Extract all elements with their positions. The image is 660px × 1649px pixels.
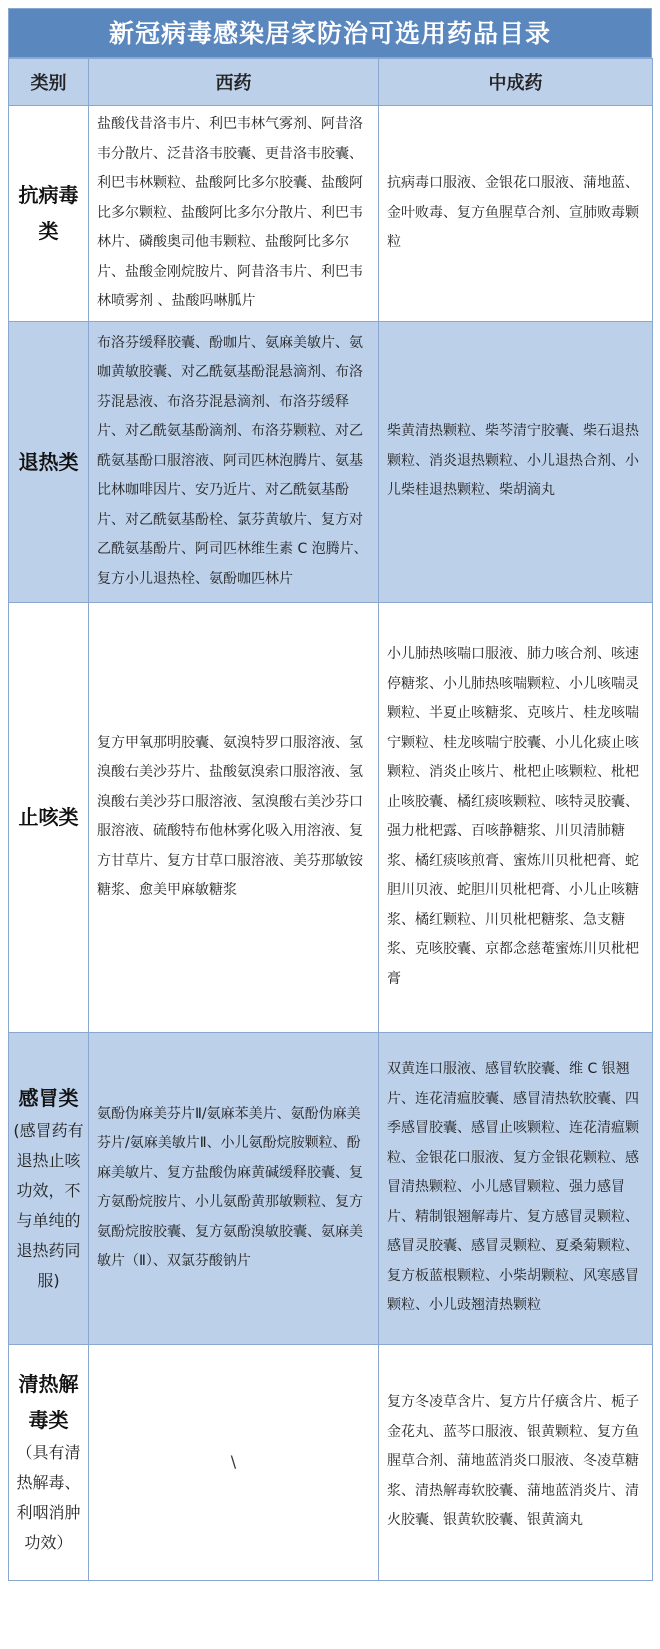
western-drugs-cell: \ <box>89 1344 379 1580</box>
table-row <box>9 106 653 322</box>
category-cell <box>9 321 89 602</box>
drug-catalog <box>8 8 652 1581</box>
chinese-drugs-cell: 小儿肺热咳喘口服液、肺力咳合剂、咳速停糖浆、小儿肺热咳喘颗粒、小儿咳喘灵颗粒、半夏止咳糖浆、克咳片、桂龙咳喘宁颗粒、桂龙咳喘宁胶囊、小儿化痰止咳颗粒、消炎止咳片、枇杷止咳颗粒、枇杷止咳胶囊、橘红痰咳颗粒、咳特灵胶囊、强力枇杷露、百咳静糖浆、川贝清肺糖浆、橘红痰咳煎膏、蜜炼川贝枇杷膏、蛇胆川贝液、蛇胆川贝枇杷膏、小儿止咳糖浆、橘红颗粒、川贝枇杷糖浆、急支糖浆、克咳胶囊、京都念慈菴蜜炼川贝枇杷膏 <box>379 602 653 1032</box>
table-row <box>9 321 653 602</box>
header-western: 西药 <box>89 59 379 106</box>
western-drugs-cell: 布洛芬缓释胶囊、酚咖片、氨麻美敏片、氨咖黄敏胶囊、对乙酰氨基酚混悬滴剂、布洛芬混悬液、布洛芬混悬滴剂、布洛芬缓释片、对乙酰氨基酚滴剂、布洛芬颗粒、对乙酰氨基酚口服溶液、阿司匹林泡腾片、氨基比林咖啡因片、安乃近片、对乙酰氨基酚片、对乙酰氨基酚栓、氯芬黄敏片、复方对乙酰氨基酚片、阿司匹林维生素 C 泡腾片、复方小儿退热栓、氨酚咖匹林片 <box>89 321 379 602</box>
chinese-drugs-cell: 抗病毒口服液、金银花口服液、蒲地蓝、金叶败毒、复方鱼腥草合剂、宣肺败毒颗粒 <box>379 106 653 322</box>
category-label: 清热解毒类 <box>18 1372 79 1432</box>
category-note: (感冒药有退热止咳功效，不与单纯的退热药同服) <box>13 1121 84 1290</box>
western-drugs-cell: 盐酸伐昔洛韦片、利巴韦林气雾剂、阿昔洛韦分散片、泛昔洛韦胶囊、更昔洛韦胶囊、利巴韦林颗粒、盐酸阿比多尔胶囊、盐酸阿比多尔颗粒、盐酸阿比多尔分散片、利巴韦林片、磷酸奥司他韦颗粒、盐酸阿比多尔片、盐酸金刚烷胺片、阿昔洛韦片、利巴韦林喷雾剂 、盐酸吗啉胍片 <box>89 106 379 322</box>
page-title: 新冠病毒感染居家防治可选用药品目录 <box>8 8 652 58</box>
drug-table <box>8 58 653 1581</box>
category-note: （具有清热解毒、利咽消肿功效） <box>16 1443 81 1552</box>
category-cell <box>9 1344 89 1580</box>
western-drugs-cell: 复方甲氧那明胶囊、氨溴特罗口服溶液、氢溴酸右美沙芬片、盐酸氨溴索口服溶液、氢溴酸右美沙芬口服溶液、氢溴酸右美沙芬口服溶液、硫酸特布他林雾化吸入用溶液、复方甘草片、复方甘草口服溶液、美芬那敏铵糖浆、愈美甲麻敏糖浆 <box>89 602 379 1032</box>
category-cell <box>9 1032 89 1344</box>
category-label: 抗病毒类 <box>18 183 79 244</box>
category-label: 止咳类 <box>18 805 79 829</box>
table-row <box>9 1032 653 1344</box>
header-chinese: 中成药 <box>379 59 653 106</box>
category-cell <box>9 106 89 322</box>
chinese-drugs-cell: 复方冬凌草含片、复方片仔癀含片、栀子金花丸、蓝芩口服液、银黄颗粒、复方鱼腥草合剂、蒲地蓝消炎口服液、冬凌草糖浆、清热解毒软胶囊、蒲地蓝消炎片、清火胶囊、银黄软胶囊、银黄滴丸 <box>379 1344 653 1580</box>
header-category: 类别 <box>9 59 89 106</box>
table-header-row <box>9 59 653 106</box>
category-label: 退热类 <box>18 449 79 474</box>
category-cell <box>9 602 89 1032</box>
table-row <box>9 1344 653 1580</box>
chinese-drugs-cell: 双黄连口服液、感冒软胶囊、维 C 银翘片、连花清瘟胶囊、感冒清热软胶囊、四季感冒胶囊、感冒止咳颗粒、连花清瘟颗粒、金银花口服液、复方金银花颗粒、感冒清热颗粒、小儿感冒颗粒、强力感冒片、精制银翘解毒片、复方感冒灵颗粒、感冒灵胶囊、感冒灵颗粒、夏桑菊颗粒、复方板蓝根颗粒、小柴胡颗粒、风寒感冒颗粒、小儿豉翘清热颗粒 <box>379 1032 653 1344</box>
western-drugs-cell: 氨酚伪麻美芬片Ⅱ/氨麻苯美片、氨酚伪麻美芬片/氨麻美敏片Ⅱ、小儿氨酚烷胺颗粒、酚麻美敏片、复方盐酸伪麻黄碱缓释胶囊、复方氨酚烷胺片、小儿氨酚黄那敏颗粒、复方氨酚烷胺胶囊、复方氨酚溴敏胶囊、氨麻美敏片（Ⅱ）、双氯芬酸钠片 <box>89 1032 379 1344</box>
category-label: 感冒类 <box>18 1086 79 1110</box>
chinese-drugs-cell: 柴黄清热颗粒、柴芩清宁胶囊、柴石退热颗粒、消炎退热颗粒、小儿退热合剂、小儿柴桂退热颗粒、柴胡滴丸 <box>379 321 653 602</box>
table-row <box>9 602 653 1032</box>
